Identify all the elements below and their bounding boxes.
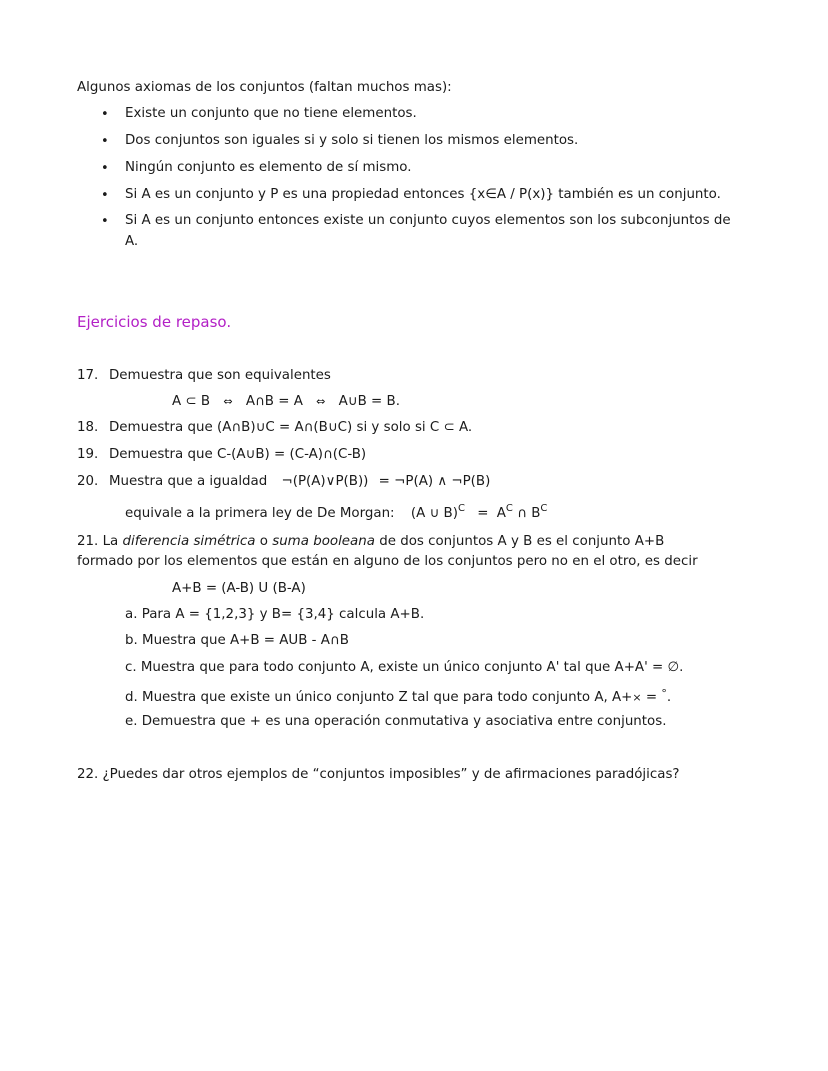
exercise-text: Muestra que a igualdad (109, 474, 268, 489)
bullet: • (101, 161, 109, 176)
exercise-21-item-c: c. Muestra que para todo conjunto A, existe un único conjunto A' tal que A+A' = ∅. (125, 660, 684, 675)
exercise-21 (77, 534, 664, 550)
exercise-21-item-a: a. Para A = {1,2,3} y B= {3,4} calcula A+B. (125, 607, 425, 622)
axiom-item-continuation: A. (125, 234, 139, 249)
iff-arrow-icon: ⇔ (316, 395, 326, 408)
axiom-item: Si A es un conjunto y P es una propiedad entonces {x∈A / P(x)} también es un conjunto. (125, 187, 721, 202)
bullet: • (101, 107, 109, 122)
complement-mark: C (457, 503, 465, 514)
eq-c: A∪B = B. (338, 394, 400, 409)
exercise-number: 19. (77, 447, 99, 462)
complement-mark: C (505, 503, 513, 514)
demorgan-b: B (531, 506, 541, 521)
exercise-18 (77, 420, 472, 436)
complement-mark: C (540, 503, 548, 514)
exercise-number: 17. (77, 368, 99, 383)
axiom-item: Ningún conjunto es elemento de sí mismo. (125, 160, 412, 175)
exercise-21-line2: formado por los elementos que están en alguno de los conjuntos pero no en el otro, es decir (77, 554, 698, 569)
exercise-text: de dos conjuntos A y B es el conjunto A+B (379, 534, 665, 549)
exercise-text: Demuestra que C-(A∪B) = (C-A)∩(C-B) (109, 447, 367, 462)
eq-a: A ⊂ B (172, 394, 211, 409)
intersection-symbol: ∩ (517, 506, 527, 521)
exercise-number: 20. (77, 474, 99, 489)
exercise-20-demorgan (125, 503, 548, 522)
exercise-text: o (259, 534, 268, 549)
bullet: • (101, 134, 109, 149)
axiom-item: Dos conjuntos son iguales si y solo si tienen los mismos elementos. (125, 133, 579, 148)
period: . (666, 690, 672, 705)
exercise-21-item-e: e. Demuestra que + es una operación conmutativa y asociativa entre conjuntos. (125, 714, 667, 729)
exercise-number: 18. (77, 420, 99, 435)
exercise-17 (77, 368, 331, 384)
axiom-item: Existe un conjunto que no tiene elementos. (125, 106, 417, 121)
eq-b: A∩B = A (245, 394, 303, 409)
exercise-text: La (102, 534, 119, 549)
exercise-20 (77, 474, 490, 490)
exercise-21-item-b: b. Muestra que A+B = AUB - A∩B (125, 633, 349, 648)
exercise-number: 21. (77, 534, 99, 549)
iff-arrow-icon: ⇔ (223, 395, 233, 408)
equals-sign: = (477, 506, 489, 521)
exercise-21-formula: A+B = (A-B) U (B-A) (172, 581, 306, 596)
item-d-text: d. Muestra que existe un único conjunto Z tal que para todo conjunto A, A+ (125, 690, 633, 705)
times-symbol: × (632, 691, 642, 704)
exercise-text: Demuestra que (A∩B)∪C = A∩(B∪C) si y solo si C ⊂ A. (109, 420, 473, 435)
exercise-21-item-d (125, 687, 671, 706)
term-diferencia-simetrica: diferencia simétrica (122, 534, 256, 549)
equals-sign: = (641, 690, 662, 705)
demorgan-a: A (496, 506, 506, 521)
section-title: Ejercicios de repaso. (77, 313, 232, 331)
formula-a: ¬(P(A)∨P(B)) (281, 474, 369, 489)
bullet: • (101, 214, 109, 229)
degree-symbol: ° (661, 687, 667, 700)
axioms-intro: Algunos axiomas de los conjuntos (faltan muchos mas): (77, 80, 452, 95)
demorgan-left: (A ∪ B) (410, 506, 458, 521)
demorgan-text: equivale a la primera ley de De Morgan: (125, 506, 395, 521)
exercise-text: Demuestra que son equivalentes (109, 368, 331, 383)
equals-sign: = (378, 474, 390, 489)
formula-b: ¬P(A) ∧ ¬P(B) (394, 474, 491, 489)
exercise-17-equivalences (172, 394, 400, 410)
axiom-item: Si A es un conjunto entonces existe un conjunto cuyos elementos son los subconjuntos de (125, 213, 731, 228)
bullet: • (101, 188, 109, 203)
exercise-19 (77, 447, 366, 463)
exercise-22: 22. ¿Puedes dar otros ejemplos de “conjuntos imposibles” y de afirmaciones paradójicas? (77, 767, 680, 782)
term-suma-booleana: suma booleana (272, 534, 375, 549)
